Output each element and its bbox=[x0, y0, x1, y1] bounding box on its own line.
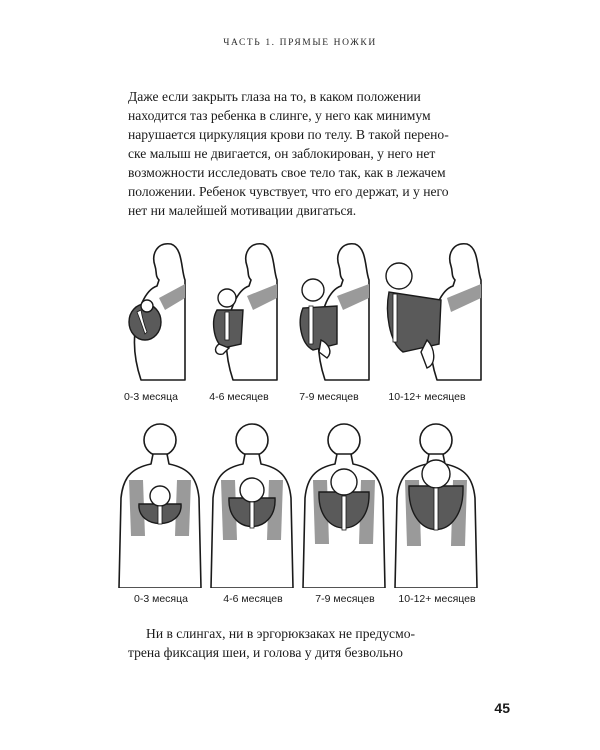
text-line: находится таз ребенка в слинге, у него как минимум bbox=[128, 108, 431, 123]
text-line: трена фиксация шеи, и голова у дитя безвольно bbox=[128, 645, 403, 660]
back-view-7-9-illustration bbox=[303, 424, 385, 588]
page-number: 45 bbox=[494, 700, 510, 716]
caption-row1-4-6: 4-6 месяцев bbox=[209, 391, 269, 403]
caption-row2-4-6: 4-6 месяцев bbox=[223, 593, 283, 605]
text-line: ске малыш не двигается, он заблокирован, у него нет bbox=[128, 146, 436, 161]
text-line: положении. Ребенок чувствует, что его держат, и у него bbox=[128, 184, 449, 199]
back-view-0-3-illustration bbox=[119, 424, 201, 588]
caption-row1-7-9: 7-9 месяцев bbox=[299, 391, 359, 403]
running-head: ЧАСТЬ 1. ПРЯМЫЕ НОЖКИ bbox=[223, 38, 377, 48]
text-line: нет ни малейшей мотивации двигаться. bbox=[128, 203, 357, 218]
body-paragraph-1 bbox=[128, 87, 474, 220]
text-line: нарушается циркуляция крови по телу. В такой перено- bbox=[128, 127, 449, 142]
side-view-4-6-illustration bbox=[214, 244, 277, 380]
text-line: возможности исследовать свое тело так, как в лежачем bbox=[128, 165, 446, 180]
caption-row2-0-3: 0-3 месяца bbox=[134, 593, 188, 605]
back-view-4-6-illustration bbox=[211, 424, 293, 588]
side-view-illustrations bbox=[115, 240, 485, 385]
side-view-0-3-illustration bbox=[129, 244, 185, 380]
caption-row2-7-9: 7-9 месяцев bbox=[315, 593, 375, 605]
caption-row1-10-12: 10-12+ месяцев bbox=[388, 391, 466, 403]
text-line: Даже если закрыть глаза на то, в каком положении bbox=[128, 89, 421, 104]
side-view-7-9-illustration bbox=[300, 244, 369, 380]
caption-row1-0-3: 0-3 месяца bbox=[124, 391, 178, 403]
back-view-illustrations bbox=[115, 418, 485, 588]
body-paragraph-2 bbox=[128, 624, 474, 662]
text-line: Ни в слингах, ни в эргорюкзаках не предусмо- bbox=[146, 626, 416, 641]
caption-row2-10-12: 10-12+ месяцев bbox=[398, 593, 476, 605]
side-view-10-12-illustration bbox=[386, 244, 481, 380]
back-view-10-12-illustration bbox=[395, 424, 477, 588]
